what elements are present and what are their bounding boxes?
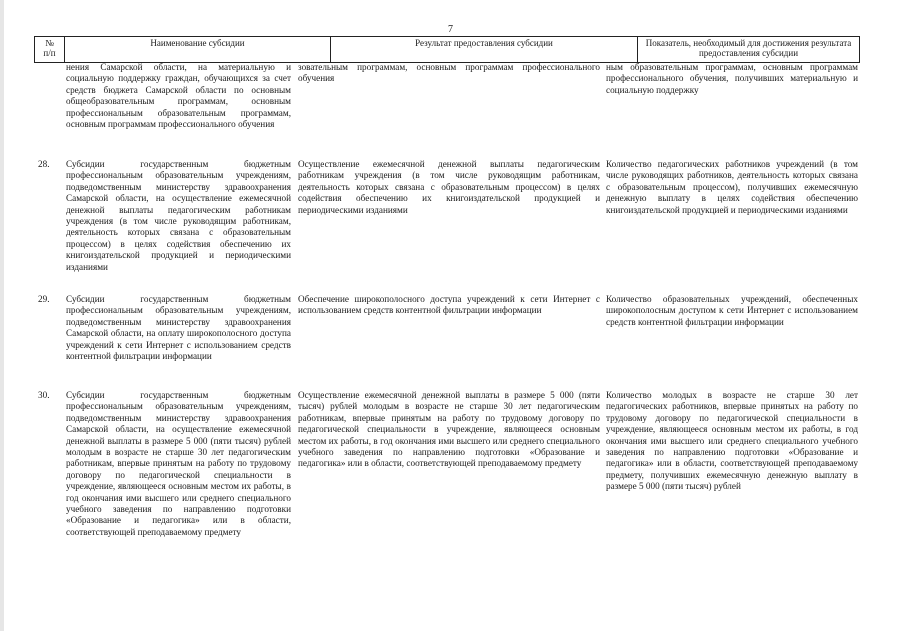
row-indicator: Количество педагогических работников учреждений (в том числе руководящих работников, деятельность которых связана с образовательным процессом), получивших ежемесячную денежную выплату в целях содействия обеспечению книгоиздательской продукцией и периодическими изданиями (606, 159, 858, 215)
row-number: 29. (38, 294, 50, 304)
continued-result: зовательным программам, основным программам профессионального обучения (298, 62, 600, 84)
row-subsidy-name: Субсидии государственным бюджетным профессиональным образовательным учреждениям, подведомственным министерству здравоохранения Самарской области, на осуществление ежемесячной денежной выплаты педагогическим работникам учреждения (в том числе руководящим работникам, деятельность которых связана с образовательным процессом) в целях содействия обеспечению их книгоиздательской продукцией и периодическими изданиями (66, 159, 291, 272)
row-subsidy-name: Субсидии государственным бюджетным профессиональным образовательным учреждениям, подведомственным министерству здравоохранения Самарской области, на осуществление ежемесячной денежной выплаты в размере 5 000 (пяти тысяч) рублей молодым в возрасте не старше 30 лет педагогическим работникам, впервые принятым на работу по трудовому договору по педагогической специальности в учреждение, являющееся основным местом их работы, в год окончания ими высшего или среднего специального учебного заведения по направлению подготовки «Образование и педагогика» или в области, соответствующей преподаваемому предмету (66, 390, 291, 537)
header-name-column: Наименование субсидии (64, 37, 330, 62)
row-number: 30. (38, 390, 50, 400)
continued-name: нения Самарской области, на материальную и социальную поддержку граждан, обучающихся за счет средств бюджета Самарской области по основным общеобразовательным программам, основным профессиональным образовательным программам, основным программам профессионального обучения (66, 62, 291, 130)
row-subsidy-name: Субсидии государственным бюджетным профессиональным образовательным учреждениям, подведомственным министерству здравоохранения Самарской области, на оплату широкополосного доступа учреждений к сети Интернет с использованием средств контентной фильтрации информации (66, 294, 291, 362)
header-number-sublabel: п/п (43, 48, 56, 58)
row-result: Обеспечение широкополосного доступа учреждений к сети Интернет с использованием средств контентной фильтрации информации (298, 294, 600, 316)
header-result-column: Результат предоставления субсидии (330, 37, 637, 62)
row-result: Осуществление ежемесячной денежной выплаты педагогическим работникам учреждения (в том числе руководящим работникам, деятельность которых связана с образовательным процессом) в целях содействия обеспечению их книгоиздательской продукцией и периодическими изданиями (298, 159, 600, 215)
row-number: 28. (38, 159, 50, 169)
page-number: 7 (448, 24, 453, 35)
row-indicator: Количество молодых в возрасте не старше 30 лет педагогических работников, впервые принятых на работу по трудовому договору по педагогической специальности в учреждение, являющееся основным местом их работы, в год окончания ими высшего или среднего специального учебного заведения по направлению подготовки «Образование и педагогика» или в области, соответствующей преподаваемому предмету, получивших ежемесячную денежную выплату в размере 5 000 (пяти тысяч) рублей (606, 390, 858, 492)
row-indicator: Количество образовательных учреждений, обеспеченных широкополосным доступом к сети Интернет с использованием средств контентной фильтрации информации (606, 294, 858, 327)
header-number-column (34, 37, 64, 62)
continued-indicator: ным образовательным программам, основным программам профессионального обучения, получивших материальную и социальную поддержку (606, 62, 858, 95)
row-result: Осуществление ежемесячной денежной выплаты в размере 5 000 (пяти тысяч) рублей молодым в возрасте не старше 30 лет педагогическим работникам, впервые принятым на работу по трудовому договору по педагогической специальности в учреждение, являющееся основным местом их работы, в год окончания ими высшего или среднего специального учебного заведения по направлению подготовки «Образование и педагогика» или в области, соответствующей преподаваемому предмету (298, 390, 600, 469)
scan-edge-shadow (0, 0, 4, 631)
header-indicator-column: Показатель, необходимый для достижения результата предоставления субсидии (637, 37, 860, 62)
header-number-label: № (45, 38, 54, 48)
table-header (34, 36, 860, 63)
